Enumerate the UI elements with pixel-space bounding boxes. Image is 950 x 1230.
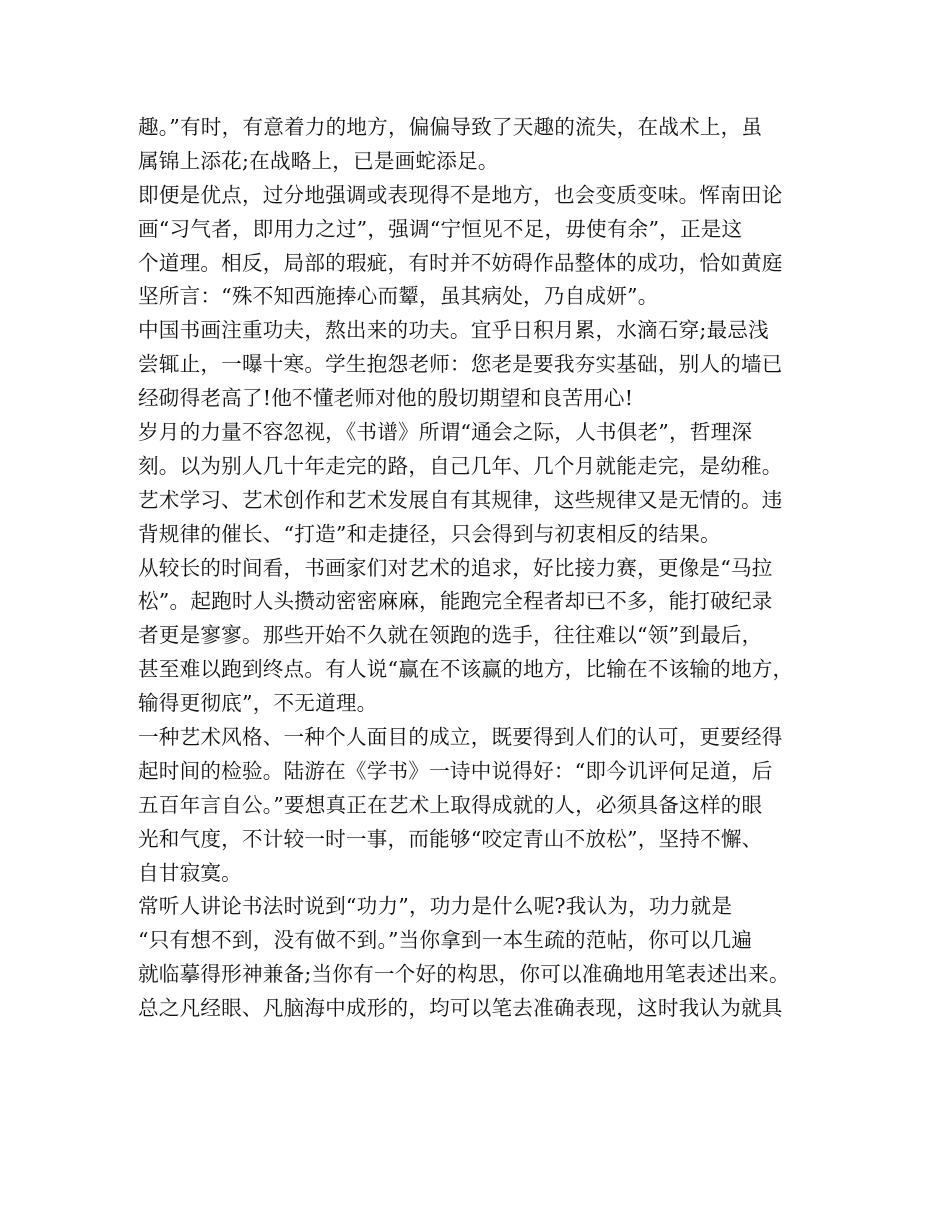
text-line: 经砌得老高了!他不懂老师对他的殷切期望和良苦用心! [138, 386, 634, 411]
text-line: 五百年言自公。”要想真正在艺术上取得成就的人，必须具备这样的眼 [138, 792, 763, 817]
text-line: 起时间的检验。陆游在《学书》一诗中说得好：“即今讥评何足道，后 [138, 758, 773, 783]
text-line: 即便是优点，过分地强调或表现得不是地方，也会变质变味。恽南田论 [138, 182, 783, 207]
text-line: 光和气度，不计较一时一事，而能够“咬定青山不放松”，坚持不懈、 [138, 826, 763, 851]
text-line: 画“习气者，即用力之过”，强调“宁恒见不足，毋使有余”，正是这 [138, 216, 743, 241]
text-line: 趣。”有时，有意着力的地方，偏偏导致了天趣的流失，在战术上，虽 [138, 115, 763, 139]
text-line: 刻。以为别人几十年走完的路，自己几年、几个月就能走完，是幼稚。 [138, 453, 783, 478]
text-line: 背规律的催长、“打造”和走捷径，只会得到与初衷相反的结果。 [138, 521, 721, 546]
text-line: “只有想不到，没有做不到。”当你拿到一本生疏的范帖，你可以几遍 [138, 928, 753, 953]
text-line: 输得更彻底”，不无道理。 [138, 691, 378, 716]
text-line: 者更是寥寥。那些开始不久就在领跑的选手，往往难以“领”到最后， [138, 623, 763, 648]
text-line: 坚所言：“殊不知西施捧心而颦，虽其病处，乃自成妍”。 [138, 284, 659, 309]
body-text [138, 111, 828, 1026]
text-line: 常听人讲论书法时说到“功力”，功力是什么呢?我认为，功力就是 [138, 894, 733, 919]
text-line: 个道理。相反，局部的瑕疵，有时并不妨碍作品整体的成功，恰如黄庭 [138, 250, 783, 275]
text-line: 属锦上添花;在战略上，已是画蛇添足。 [138, 148, 499, 173]
text-line: 总之凡经眼、凡脑海中成形的，均可以笔去准确表现，这时我认为就具 [138, 996, 783, 1021]
text-line: 尝辄止，一曝十寒。学生抱怨老师：您老是要我夯实基础，别人的墙已 [138, 352, 783, 377]
text-line: 岁月的力量不容忽视，《书谱》所谓“通会之际，人书俱老”，哲理深 [138, 420, 753, 445]
text-line: 就临摹得形神兼备;当你有一个好的构思，你可以准确地用笔表述出来。 [138, 962, 790, 987]
text-line: 自甘寂寞。 [138, 860, 242, 885]
text-line: 从较长的时间看，书画家们对艺术的追求，好比接力赛，更像是“马拉 [138, 555, 773, 580]
text-line: 一种艺术风格、一种个人面目的成立，既要得到人们的认可，更要经得 [138, 725, 783, 750]
text-line: 甚至难以跑到终点。有人说“赢在不该赢的地方，比输在不该输的地方， [138, 657, 794, 682]
text-line: 艺术学习、艺术创作和艺术发展自有其规律，这些规律又是无情的。违 [138, 487, 783, 512]
text-line: 松”。起跑时人头攒动密密麻麻，能跑完全程者却已不多，能打破纪录 [138, 589, 773, 614]
text-line: 中国书画注重功夫，熬出来的功夫。宜乎日积月累，水滴石穿;最忌浅 [138, 318, 769, 343]
